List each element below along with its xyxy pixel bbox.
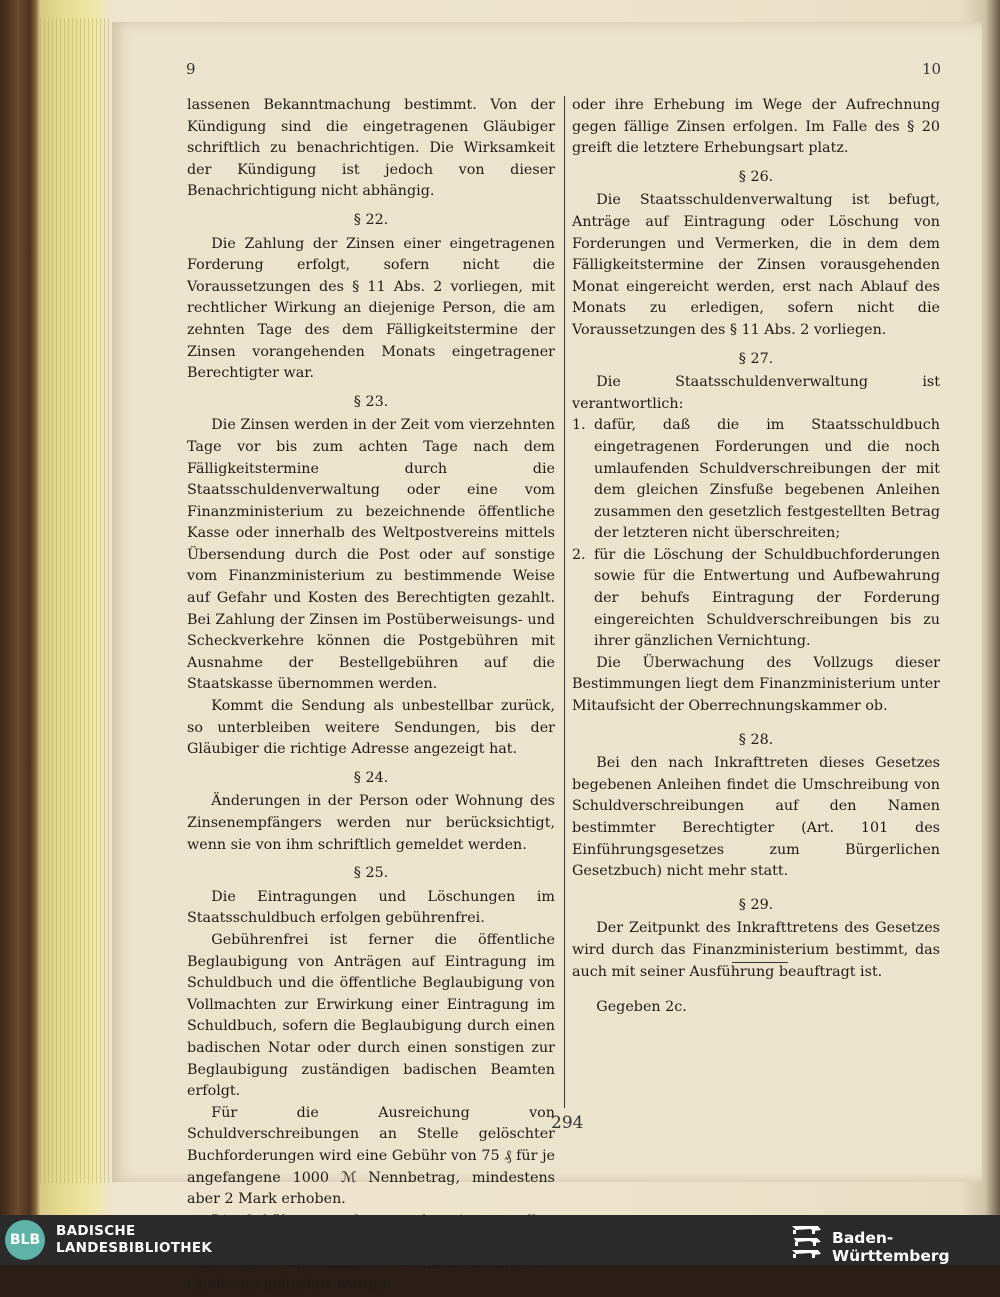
paragraph: Bei den nach Inkrafttreten dieses Gesetzes begebenen Anleihen findet die Umschreibung von Schuldverschreibungen auf den Namen bestimmter Berechtigter (Art. 101 des Einführungsgesetzes zum Bürgerlichen Gesetzbuch) nicht mehr statt. (572, 755, 940, 880)
paragraph: Die Eintragungen und Löschungen im Staatsschuldbuch erfolgen gebührenfrei. (187, 888, 555, 927)
item-text: dafür, daß die im Staatsschuldbuch eingetragenen Forderungen und die noch umlaufenden Schuldverschreibungen der mit dem gleichen Zinsfuße begebenen Anleihen zusammen den gesetzlich festgestellten Betrag der letzteren nicht überschreiten; (594, 417, 940, 542)
section-heading: § 23. (353, 393, 389, 410)
paragraph: Der Zeitpunkt des Inkrafttretens des Gesetzes wird durch das Finanzministerium bestimmt, das auch mit seiner Ausführung beauftragt ist. (572, 920, 940, 980)
page-number-bottom: 294 (551, 1113, 584, 1133)
section-heading: § 29. (738, 896, 774, 913)
item-text: für die Löschung der Schuldbuchforderungen sowie für die Entwertung und Aufbewahrung der behufs Eintragung der Forderung eingereichten Schuldverschreibungen bis zu ihrer gänzlichen Vernichtung. (594, 546, 940, 650)
three-lions-coat-of-arms-icon[interactable] (790, 1221, 824, 1259)
continued-paragraph: lassenen Bekanntmachung bestimmt. Von der Kündigung sind die eingetragenen Gläubiger schriftlich zu benachrichtigen. Die Wirksamkeit der Kündigung ist jedoch von dieser Benachrichtigung nicht abhängig. (187, 97, 555, 200)
paragraph: Die Zinsen werden in der Zeit vom vierzehnten Tage vor bis zum achten Tage nach dem Fälligkeitstermine durch die Staatsschuldenverwaltung oder eine vom Finanzministerium zu bezeichnende öffentliche Kasse oder innerhalb des Weltpostvereins mittels Übersendung durch die Post oder auf sonstige vom Finanzministerium zu bestimmende Weise auf Gefahr und Kosten des Berechtigten gezahlt. Bei Zahlung der Zinsen im Postüberweisungs- und Scheckverkehre können die Postgebühren mit Ausnahme der Bestellgebühren auf die Staatskasse übernommen werden. (187, 417, 555, 693)
paragraph: Gebühren gefordert werden (187, 1277, 391, 1294)
enumerated-item (572, 415, 940, 545)
left-text-column (187, 95, 555, 1297)
page-number-left: 9 (186, 60, 196, 78)
closing-rule (732, 962, 788, 963)
state-name[interactable]: Baden-Württemberg (832, 1229, 950, 1265)
enumerated-item (572, 545, 940, 653)
right-text-column (572, 95, 940, 1019)
section-heading: § 24. (353, 769, 389, 786)
library-name-line2: LANDESBIBLIOTHEK (56, 1240, 213, 1256)
paragraph: Für die Ausreichung von Schuldverschreibungen an Stelle gelöschter Buchforderungen wird eine Gebühr von 75 ₰ für je angefangene 1000 ℳ Nennbetrag, mindestens aber 2 Mark erhoben. (187, 1104, 555, 1208)
section-heading: § 27. (738, 350, 774, 367)
paragraph: Die Staatsschuldenverwaltung ist befugt, Anträge auf Eintragung oder Löschung von Forderungen und Vermerken, die in dem dem Fälligkeitstermine der Zinsen vorausgehenden Monat eingereicht werden, erst nach Ablauf des Monats zu erledigen, sofern nicht die Voraussetzungen des § 11 Abs. 2 vorliegen. (572, 192, 940, 338)
paragraph: Änderungen in der Person oder Wohnung des Zinsenempfängers werden nur berücksichtigt, wenn sie von ihm schriftlich gemeldet werden. (187, 793, 555, 853)
paragraph: Gegeben 2c. (596, 999, 687, 1016)
paragraph: Die Zahlung der Zinsen einer eingetragenen Forderung erfolgt, sofern nicht die Voraussetzungen des § 11 Abs. 2 vorliegen, mit rechtlicher Wirkung an diejenige Person, die am zehnten Tage des dem Fälligkeitstermine der Zinsen vorangehenden Monats eingetragener Berechtigter war. (187, 235, 555, 382)
paragraph: Kommt die Sendung als unbestellbar zurück, so unterbleiben weitere Sendungen, bis der Gläubiger die richtige Adresse angezeigt hat. (187, 698, 555, 758)
section-heading: § 26. (738, 168, 774, 185)
page-number-right: 10 (922, 60, 942, 78)
footer-bar (0, 1215, 1000, 1265)
section-heading: § 25. (353, 865, 389, 882)
continued-paragraph: oder ihre Erhebung im Wege der Aufrechnung gegen fällige Zinsen erfolgen. Im Falle des § 20 greift die letztere Erhebungsart platz. (572, 97, 940, 157)
column-divider (564, 96, 565, 1108)
library-name[interactable] (56, 1223, 212, 1257)
section-heading: § 22. (353, 211, 389, 228)
blb-logo-icon[interactable]: BLB (5, 1220, 45, 1260)
item-number: 2. (572, 546, 586, 563)
paragraph: Gebührenfrei ist ferner die öffentliche Beglaubigung von Anträgen auf Eintragung im Schuldbuch und die öffentliche Beglaubigung von Vollmachten zur Erwirkung einer Eintragung im Schuldbuch, sofern die Beglaubigung durch einen badischen Notar oder durch einen sonstigen zur Beglaubigung zuständigen badischen Beamten erfolgt. (187, 931, 555, 1100)
section-heading: § 28. (738, 731, 774, 748)
paragraph: Die Überwachung des Vollzugs dieser Bestimmungen liegt dem Finanzministerium unter Mitaufsicht der Oberrechnungskammer ob. (572, 654, 940, 715)
paragraph: Die Staatsschuldenverwaltung ist verantwortlich: (572, 374, 940, 412)
item-number: 1. (572, 417, 586, 434)
library-name-line1: BADISCHE (56, 1223, 136, 1239)
